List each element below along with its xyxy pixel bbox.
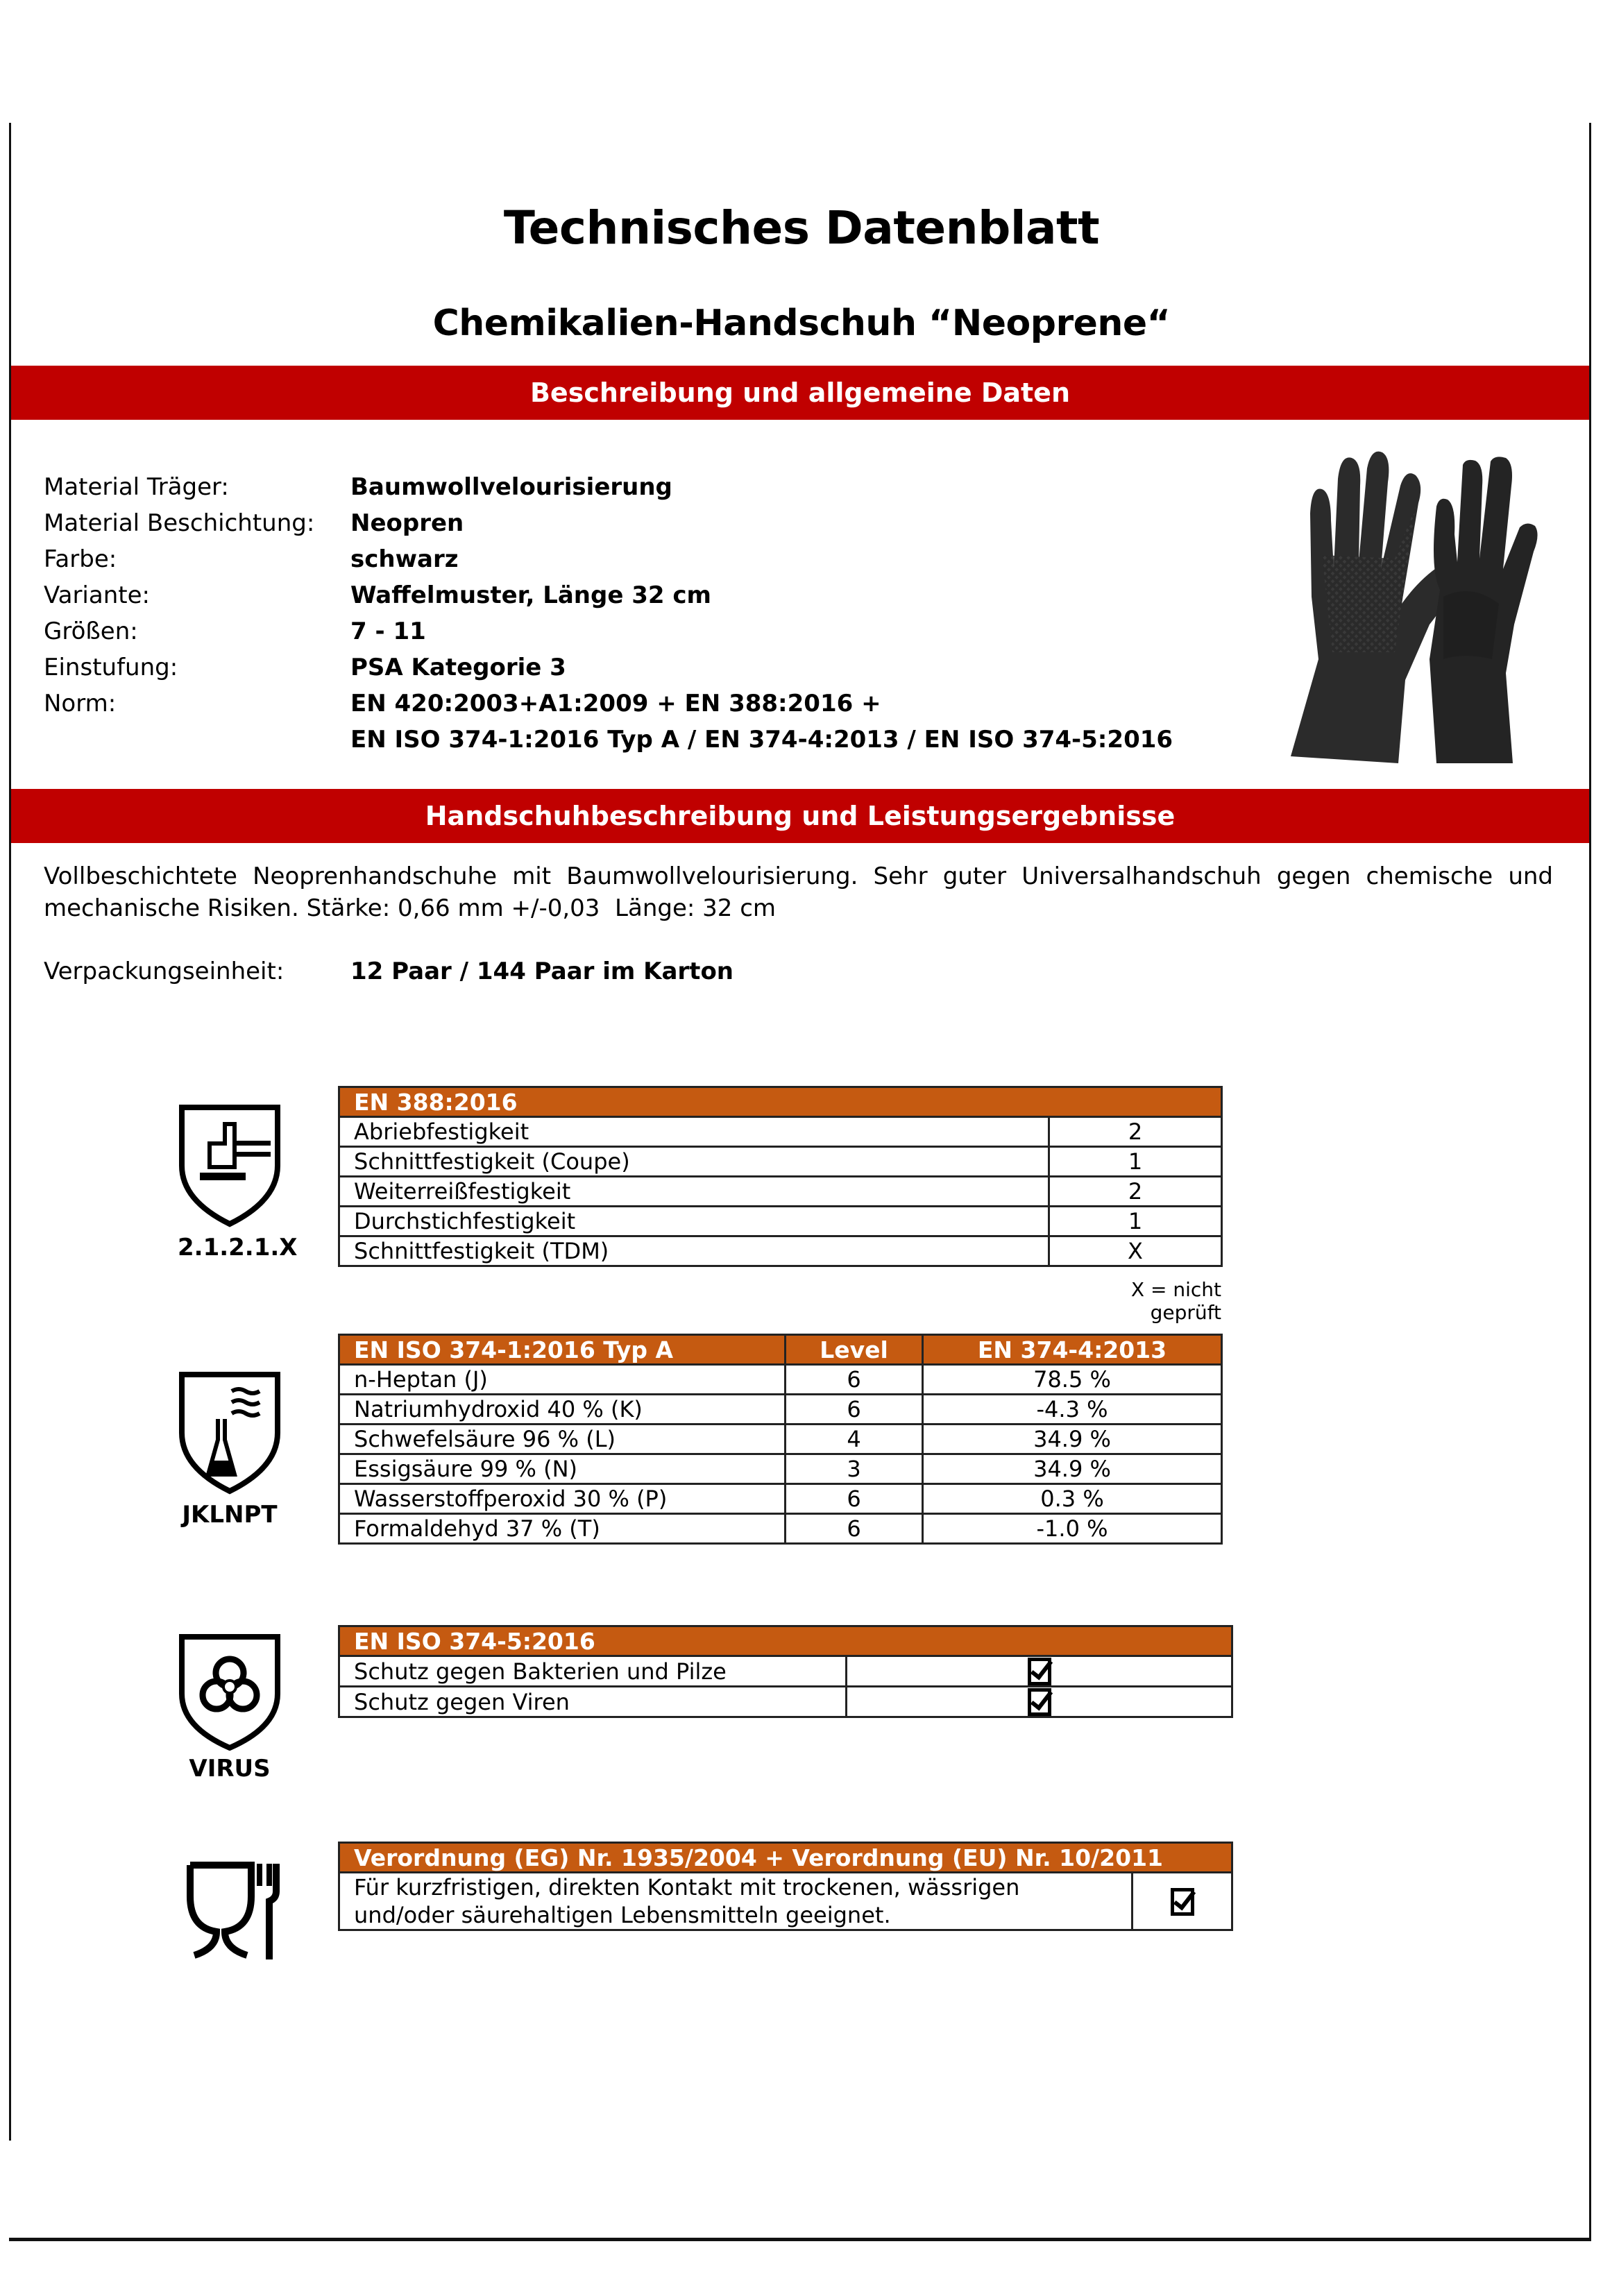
spec-row — [44, 469, 1173, 505]
degradation-value: 34.9 % — [923, 1425, 1222, 1454]
table-row — [339, 1177, 1222, 1207]
spec-value: Waffelmuster, Länge 32 cm — [350, 581, 711, 609]
spec-label: Material Träger: — [44, 473, 229, 501]
product-description: Vollbeschichtete Neoprenhandschuhe mit Baumwollvelourisierung. Sehr guter Universalhandschuh gegen chemische und mechanische Risiken. Stärke: 0,66 mm +/-0,03 Länge: 32 cm — [44, 862, 1553, 922]
right-glove — [1430, 457, 1538, 763]
checked-box-icon — [1028, 1658, 1051, 1685]
spec-label: Größen: — [44, 618, 138, 645]
mechanical-risk-shield-icon — [178, 1103, 282, 1228]
packaging-unit — [44, 958, 733, 985]
food-contact-line: und/oder säurehaltigen Lebensmitteln geeignet. — [354, 1902, 891, 1928]
property-name: Schnittfestigkeit (TDM) — [339, 1236, 1049, 1266]
en388-code: 2.1.2.1.X — [178, 1234, 298, 1261]
property-value: 2 — [1049, 1177, 1222, 1207]
property-value: 1 — [1049, 1147, 1222, 1177]
degradation-value: 78.5 % — [923, 1365, 1222, 1395]
page-border-left — [9, 123, 11, 2141]
spec-row — [44, 649, 1173, 686]
checked-box-icon — [1171, 1888, 1194, 1916]
chemical-flask-shield-icon — [178, 1370, 282, 1495]
page-border-bottom — [9, 2238, 1591, 2241]
food-contact-line: Für kurzfristigen, direkten Kontakt mit trockenen, wässrigen — [354, 1874, 1020, 1900]
protection-status — [847, 1687, 1232, 1717]
table-row — [339, 1484, 1222, 1514]
property-value: 1 — [1049, 1207, 1222, 1236]
en374-pictogram — [178, 1370, 282, 1529]
protection-name: Schutz gegen Bakterien und Pilze — [339, 1656, 847, 1687]
food-safe-pictogram — [182, 1858, 286, 1965]
en3745-table — [338, 1625, 1233, 1718]
document-title: Technisches Datenblatt — [503, 201, 1100, 255]
food-contact-text — [339, 1873, 1133, 1930]
spec-value: Baumwollvelourisierung — [350, 473, 672, 501]
table-row — [339, 1147, 1222, 1177]
chemical-name: Formaldehyd 37 % (T) — [339, 1514, 786, 1544]
en3745-table-header: EN ISO 374-5:2016 — [339, 1626, 1232, 1656]
glove-product-image — [1270, 430, 1561, 770]
col-header-level: Level — [786, 1335, 923, 1365]
table-row — [339, 1117, 1222, 1147]
spec-label: Variante: — [44, 581, 150, 609]
packaging-value: 12 Paar / 144 Paar im Karton — [350, 958, 734, 985]
col-header-degradation: EN 374-4:2013 — [923, 1335, 1222, 1365]
property-name: Weiterreißfestigkeit — [339, 1177, 1049, 1207]
en388-footnote: X = nicht geprüft — [1130, 1278, 1221, 1324]
degradation-value: -4.3 % — [923, 1395, 1222, 1425]
en3745-code: VIRUS — [189, 1755, 271, 1783]
table-row — [339, 1395, 1222, 1425]
property-name: Durchstichfestigkeit — [339, 1207, 1049, 1236]
table-row — [339, 1454, 1222, 1484]
checked-box-icon — [1028, 1688, 1051, 1716]
table-row — [339, 1656, 1232, 1687]
chemical-name: Schwefelsäure 96 % (L) — [339, 1425, 786, 1454]
chemical-name: Wasserstoffperoxid 30 % (P) — [339, 1484, 786, 1514]
spec-row-norm-continued — [44, 722, 1173, 758]
glass-fork-icon — [182, 1858, 286, 1962]
spec-value: 7 - 11 — [350, 618, 426, 645]
spec-label: Farbe: — [44, 545, 117, 573]
spec-label: Material Beschichtung: — [44, 509, 315, 537]
spec-row — [44, 505, 1173, 541]
table-row — [339, 1425, 1222, 1454]
property-name: Abriebfestigkeit — [339, 1117, 1049, 1147]
property-value: 2 — [1049, 1117, 1222, 1147]
spec-value: Neopren — [350, 509, 464, 537]
permeation-level: 6 — [786, 1395, 923, 1425]
protection-name: Schutz gegen Viren — [339, 1687, 847, 1717]
permeation-level: 4 — [786, 1425, 923, 1454]
food-contact-status — [1133, 1873, 1232, 1930]
en388-table-header: EN 388:2016 — [339, 1087, 1222, 1117]
permeation-level: 6 — [786, 1514, 923, 1544]
spec-row — [44, 541, 1173, 577]
permeation-level: 3 — [786, 1454, 923, 1484]
degradation-value: -1.0 % — [923, 1514, 1222, 1544]
packaging-label: Verpackungseinheit: — [44, 958, 285, 985]
spec-value: PSA Kategorie 3 — [350, 654, 566, 681]
en374-code: JKLNPT — [182, 1501, 278, 1529]
spec-row — [44, 613, 1173, 649]
section-heading-performance: Handschuhbeschreibung und Leistungsergebnisse — [11, 789, 1589, 843]
food-contact-table — [338, 1842, 1233, 1931]
table-row — [339, 1873, 1232, 1930]
chemical-name: n-Heptan (J) — [339, 1365, 786, 1395]
protection-status — [847, 1656, 1232, 1687]
spec-label: Einstufung: — [44, 654, 178, 681]
spec-list — [44, 469, 1173, 758]
degradation-value: 34.9 % — [923, 1454, 1222, 1484]
spec-label: Norm: — [44, 690, 117, 717]
en388-pictogram — [178, 1103, 298, 1261]
section-heading-general: Beschreibung und allgemeine Daten — [11, 366, 1589, 420]
biohazard-shield-icon — [178, 1633, 282, 1751]
permeation-level: 6 — [786, 1365, 923, 1395]
table-row — [339, 1687, 1232, 1717]
en3745-pictogram — [178, 1633, 282, 1783]
table-row — [339, 1236, 1222, 1266]
page-border-right — [1589, 123, 1591, 2239]
permeation-level: 6 — [786, 1484, 923, 1514]
spec-row — [44, 577, 1173, 613]
property-name: Schnittfestigkeit (Coupe) — [339, 1147, 1049, 1177]
spec-value: EN 420:2003+A1:2009 + EN 388:2016 + — [350, 690, 881, 717]
col-header-chemical: EN ISO 374-1:2016 Typ A — [339, 1335, 786, 1365]
chemical-name: Natriumhydroxid 40 % (K) — [339, 1395, 786, 1425]
en388-table — [338, 1086, 1223, 1267]
food-contact-table-header: Verordnung (EG) Nr. 1935/2004 + Verordnung (EU) Nr. 10/2011 — [339, 1843, 1232, 1873]
property-value: X — [1049, 1236, 1222, 1266]
table-row — [339, 1365, 1222, 1395]
spec-row — [44, 686, 1173, 722]
table-row — [339, 1207, 1222, 1236]
chemical-name: Essigsäure 99 % (N) — [339, 1454, 786, 1484]
spec-value: schwarz — [350, 545, 459, 573]
en374-table — [338, 1334, 1223, 1545]
degradation-value: 0.3 % — [923, 1484, 1222, 1514]
spec-value: EN ISO 374-1:2016 Typ A / EN 374-4:2013 / EN ISO 374-5:2016 — [350, 726, 1173, 754]
product-subtitle: Chemikalien-Handschuh “Neoprene“ — [432, 303, 1171, 344]
table-row — [339, 1514, 1222, 1544]
